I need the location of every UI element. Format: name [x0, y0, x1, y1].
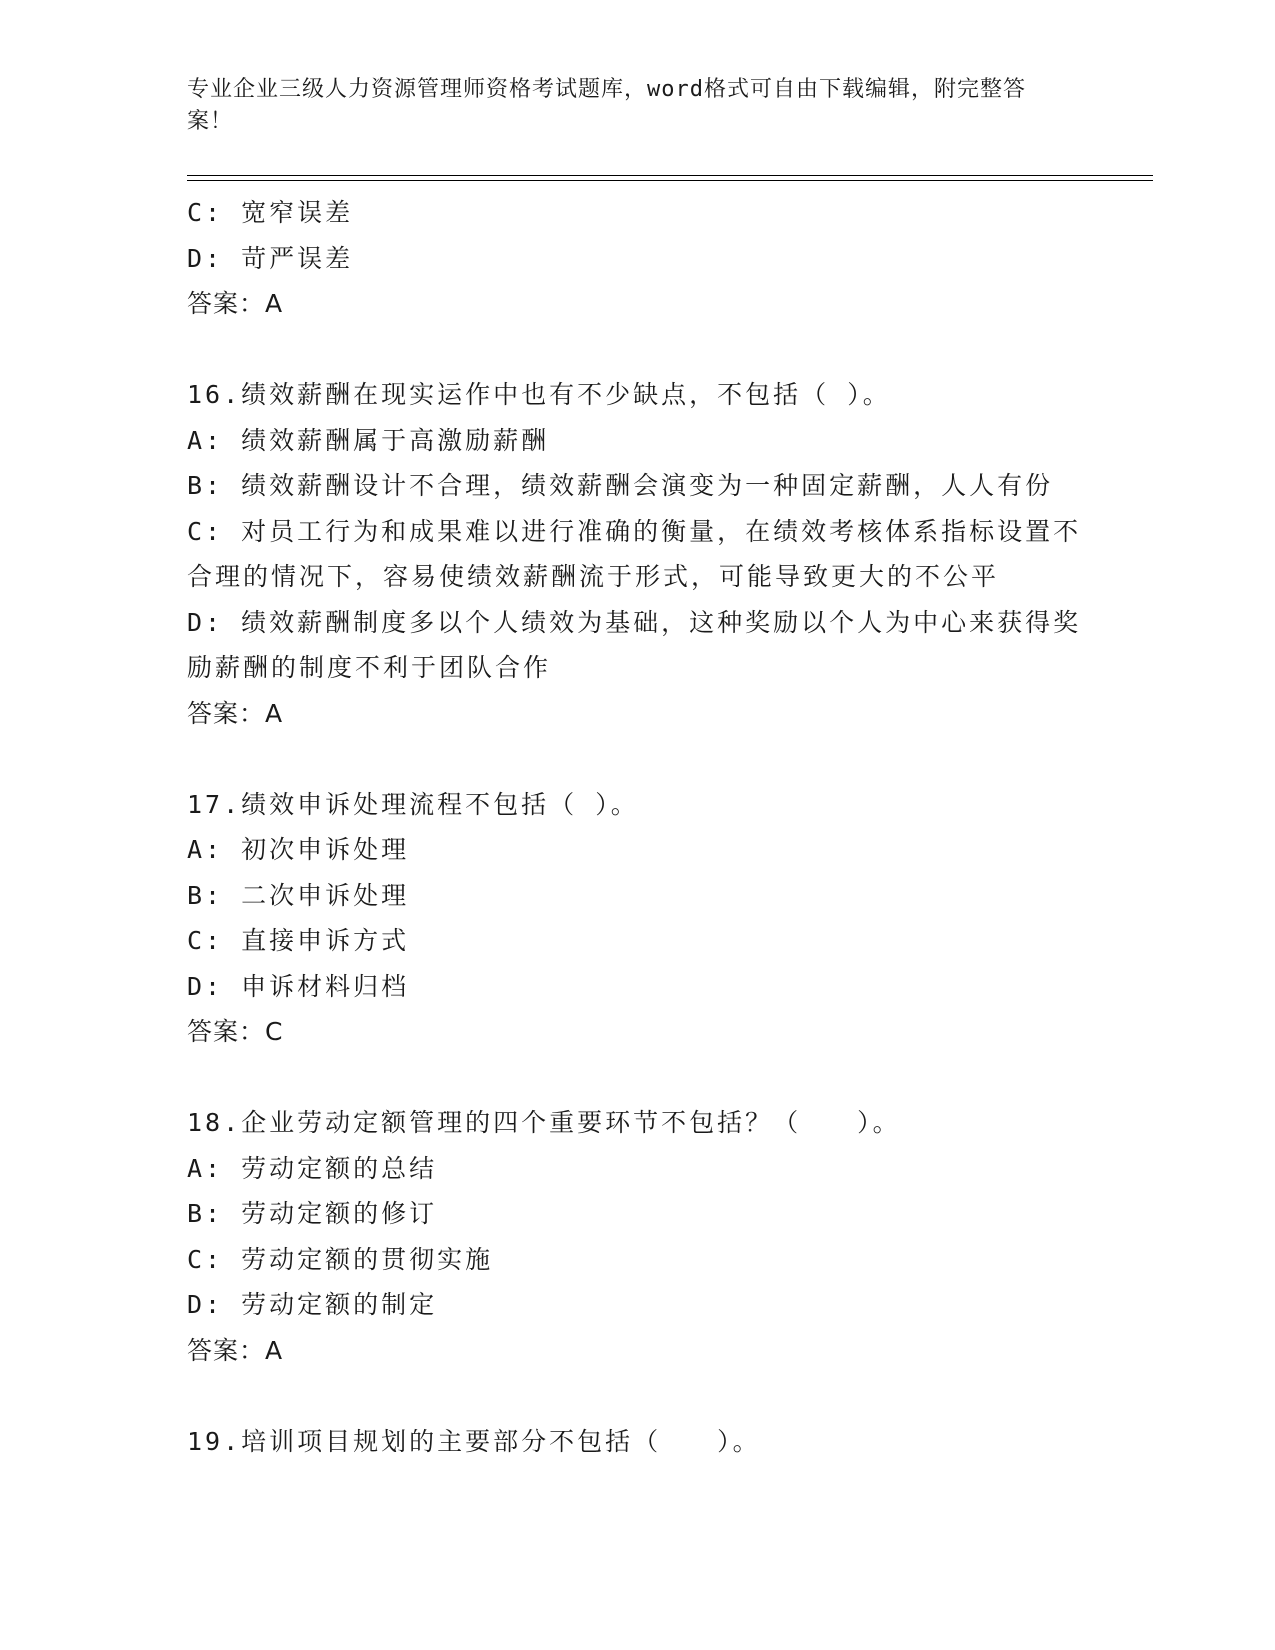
spacer — [187, 736, 1087, 782]
option-c: C: 直接申诉方式 — [187, 926, 410, 955]
option-a: A: 绩效薪酬属于高激励薪酬 — [187, 425, 550, 455]
question-text: 18.企业劳动定额管理的四个重要环节不包括？（ ）。 — [187, 1108, 901, 1137]
option-c: C: 宽窄误差 — [187, 198, 354, 227]
option-d: D: 苛严误差 — [187, 243, 354, 273]
option-c: C: 对员工行为和成果难以进行准确的衡量，在绩效考核体系指标设置不合理的情况下，容易使绩效薪酬流于形式，可能导致更大的不公平 — [187, 516, 1082, 591]
answer-line: 答案：A — [187, 698, 284, 728]
question-text: 17.绩效申诉处理流程不包括（ ）。 — [187, 789, 639, 819]
question-17-block — [187, 782, 1087, 1055]
option-a: A: 初次申诉处理 — [187, 835, 410, 864]
question-text: 19.培训项目规划的主要部分不包括（ ）。 — [187, 1426, 761, 1456]
option-c: C: 劳动定额的贯彻实施 — [187, 1244, 494, 1274]
option-d: D: 劳动定额的制定 — [187, 1290, 438, 1319]
prev-question-block — [187, 190, 1087, 327]
option-a: A: 劳动定额的总结 — [187, 1153, 438, 1183]
page-header: 专业企业三级人力资源管理师资格考试题库，word格式可自由下载编辑，附完整答案！ — [187, 77, 1026, 134]
answer-line: 答案：A — [187, 289, 284, 318]
question-text: 16.绩效薪酬在现实运作中也有不少缺点，不包括（ ）。 — [187, 380, 891, 409]
option-b: B: 二次申诉处理 — [187, 880, 410, 910]
answer-line: 答案：A — [187, 1335, 284, 1365]
header-divider-bottom — [187, 180, 1153, 181]
header-divider-top — [187, 175, 1153, 176]
option-b: B: 绩效薪酬设计不合理，绩效薪酬会演变为一种固定薪酬，人人有份 — [187, 471, 1054, 500]
question-18-block — [187, 1100, 1087, 1373]
option-d: D: 绩效薪酬制度多以个人绩效为基础，这种奖励以个人为中心来获得奖励薪酬的制度不利于团队合作 — [187, 607, 1082, 682]
option-d: D: 申诉材料归档 — [187, 971, 410, 1001]
option-b: B: 劳动定额的修订 — [187, 1199, 438, 1228]
question-content — [187, 190, 1087, 1464]
answer-line: 答案：C — [187, 1017, 284, 1046]
question-19-block — [187, 1419, 1087, 1465]
spacer — [187, 1055, 1087, 1101]
question-16-block — [187, 372, 1087, 736]
spacer — [187, 1373, 1087, 1419]
spacer — [187, 327, 1087, 373]
